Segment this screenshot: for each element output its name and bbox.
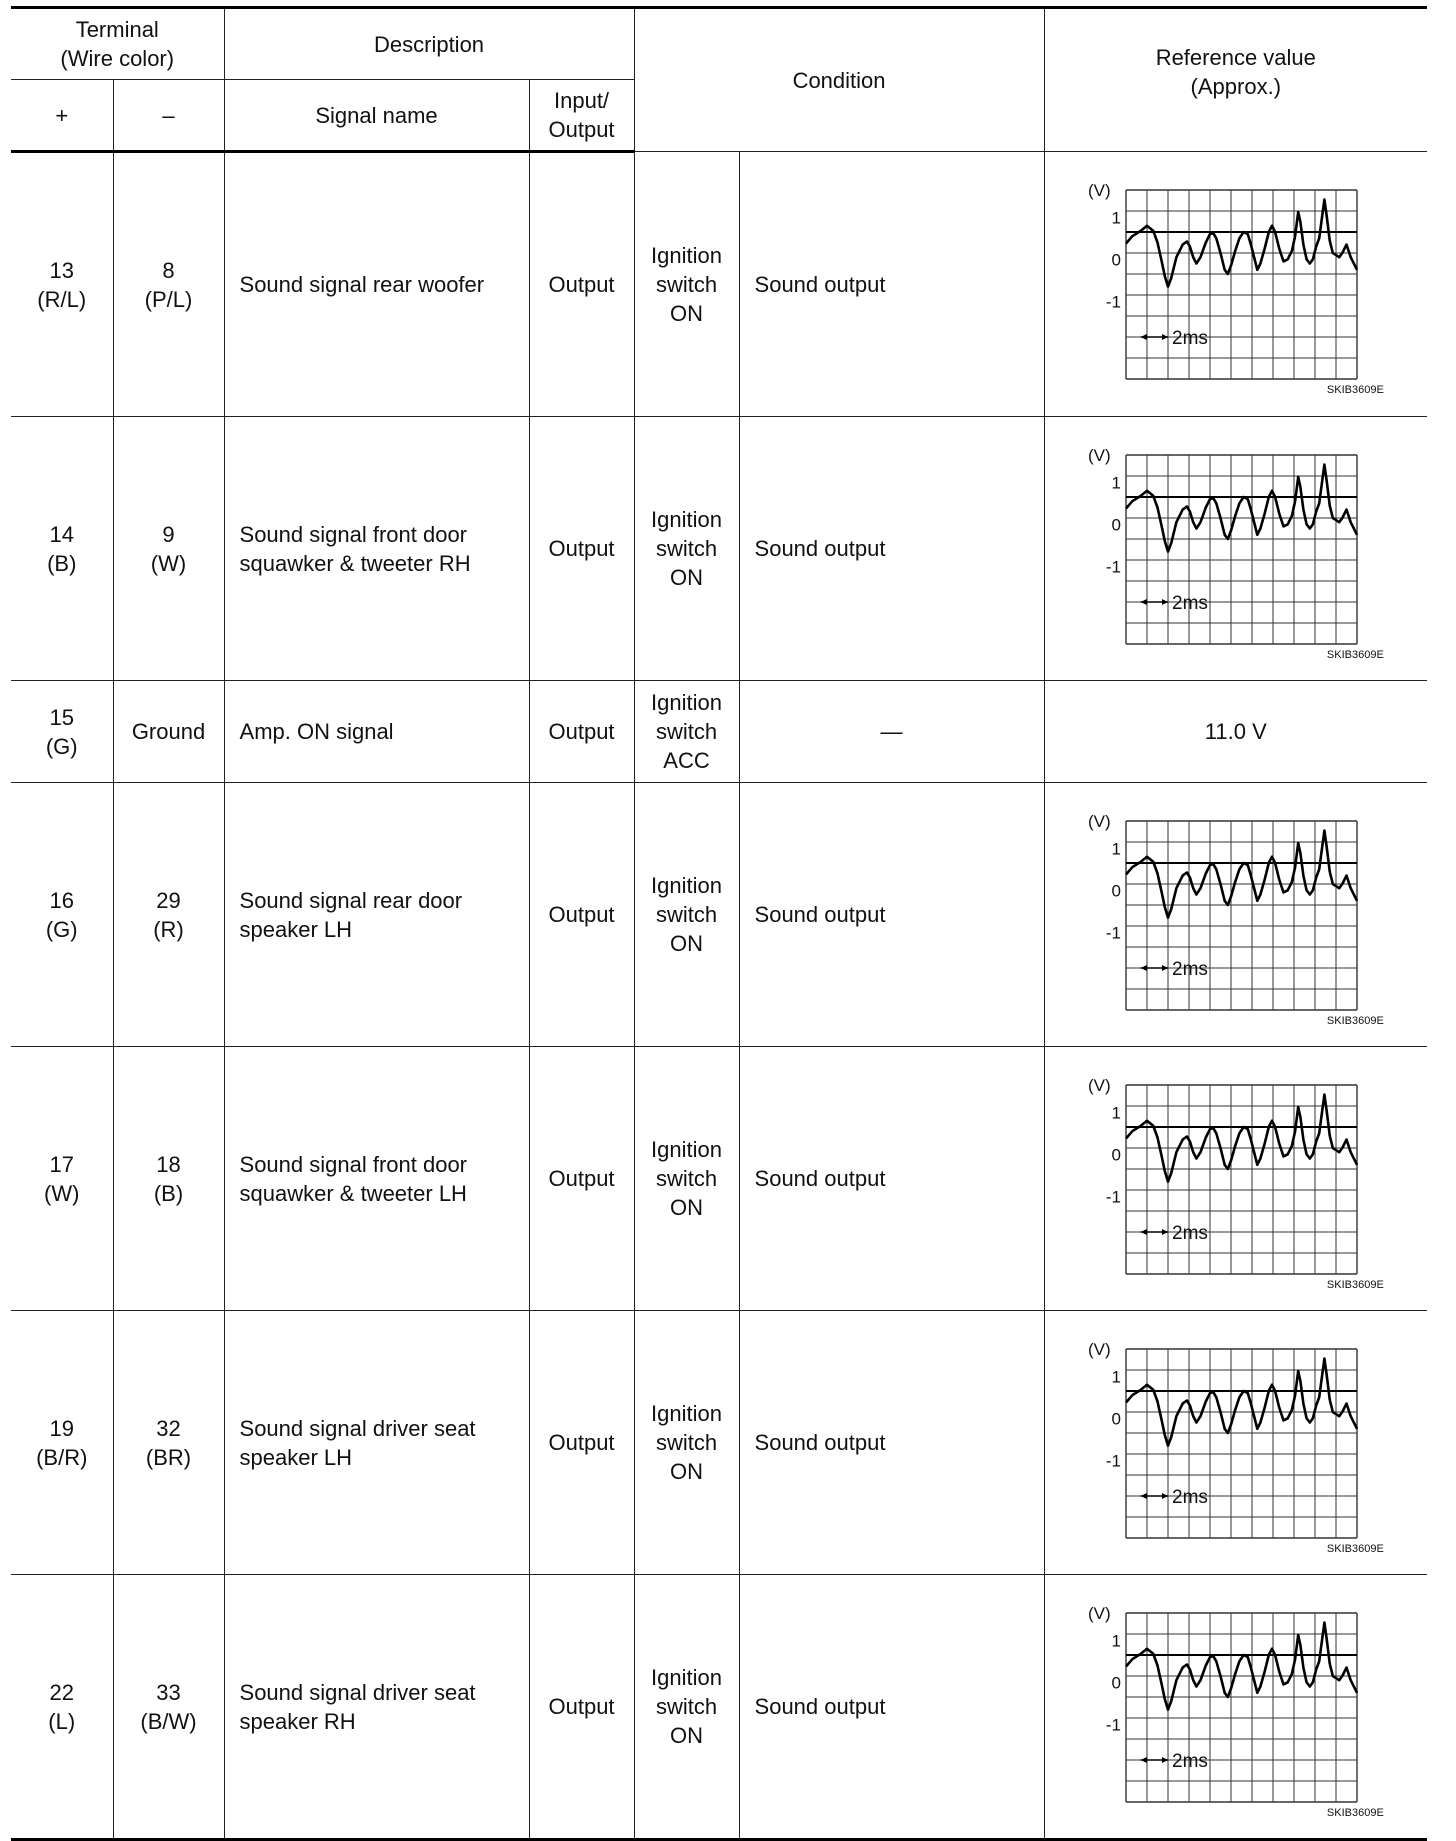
signal-name-cell [224, 1047, 529, 1311]
plus-terminal-cell [11, 152, 113, 417]
y-tick-label: 0 [1111, 250, 1121, 270]
ignition-switch-line-1: Ignition [651, 1401, 722, 1426]
time-scale-arrow-right [1162, 1757, 1168, 1763]
minus-terminal-line-2: (B) [153, 1180, 184, 1206]
signal-name-line-1: Sound signal driver seat [239, 1679, 476, 1705]
reference-value-header [1044, 8, 1427, 152]
reference-value-cell: 11.0 V [1044, 681, 1427, 783]
waveform-figure [1086, 174, 1386, 394]
ignition-switch-cell [634, 681, 739, 783]
figure-code-label: SKIB3609E [1326, 1542, 1384, 1555]
terminal-header-line-2: (Wire color) [60, 46, 175, 71]
reference-header-line-2: (Approx.) [1190, 74, 1282, 99]
minus-terminal-cell [113, 1047, 224, 1311]
ignition-switch-line-2: switch [655, 1430, 718, 1455]
ignition-switch-line-1: Ignition [651, 873, 722, 898]
waveform-chart [1086, 1597, 1386, 1817]
ignition-switch-line-2: switch [655, 902, 718, 927]
ignition-switch-line-3: ACC [663, 748, 710, 773]
condition-cell: Sound output [739, 1575, 1044, 1840]
input-output-cell: Output [529, 417, 634, 681]
input-output-header-line-2: Output [548, 117, 615, 142]
time-scale-arrow-left [1140, 1229, 1146, 1235]
time-scale-label: 2ms [1171, 1750, 1208, 1772]
minus-terminal-line-1: 8 [162, 257, 175, 283]
terminal-header-line-1: Terminal [75, 17, 159, 42]
condition-cell: Sound output [739, 152, 1044, 417]
time-scale-arrow-right [1162, 599, 1168, 605]
ignition-switch-line-3: ON [670, 300, 704, 326]
y-tick-label: 0 [1111, 1408, 1121, 1428]
plus-terminal-line-1: 14 [49, 521, 74, 547]
time-scale-arrow-right [1162, 965, 1168, 971]
minus-terminal-header: – [113, 80, 224, 152]
unit-label: (V) [1087, 1075, 1111, 1095]
y-tick-label: -1 [1105, 1186, 1121, 1206]
ignition-switch-line-1: Ignition [651, 507, 722, 532]
condition-cell: Sound output [739, 417, 1044, 681]
signal-name-cell [224, 681, 529, 783]
condition-cell: — [739, 681, 1044, 783]
figure-code-label: SKIB3609E [1326, 1806, 1384, 1819]
ignition-switch-line-2: switch [655, 271, 718, 297]
terminal-header [11, 8, 224, 80]
table-row [11, 1311, 1427, 1575]
signal-name-line-1: Sound signal front door [239, 521, 468, 547]
reference-value-cell [1044, 1047, 1427, 1311]
plus-terminal-cell [11, 681, 113, 783]
input-output-cell: Output [529, 1575, 634, 1840]
plus-terminal-line-1: 22 [49, 1679, 74, 1705]
ignition-switch-cell [634, 417, 739, 681]
time-scale-label: 2ms [1171, 592, 1208, 614]
ignition-switch-cell [634, 1575, 739, 1840]
signal-name-line-2: speaker RH [239, 1708, 356, 1734]
minus-terminal-line-1: 18 [156, 1151, 181, 1177]
table-row [11, 1047, 1427, 1311]
y-tick-label: -1 [1105, 556, 1121, 576]
plus-terminal-line-2: (G) [45, 916, 78, 942]
time-scale-arrow-left [1140, 599, 1146, 605]
y-tick-label: 0 [1111, 880, 1121, 900]
header-row-1 [11, 8, 1427, 80]
signal-name-line-1: Sound signal rear door [239, 887, 463, 913]
unit-label: (V) [1087, 1339, 1111, 1359]
signal-name-cell [224, 1311, 529, 1575]
unit-label: (V) [1087, 181, 1111, 200]
ignition-switch-line-1: Ignition [651, 1137, 722, 1162]
plus-terminal-line-2: (L) [48, 1708, 76, 1734]
condition-cell: Sound output [739, 783, 1044, 1047]
minus-terminal-line-1: 33 [156, 1679, 181, 1705]
input-output-cell: Output [529, 152, 634, 417]
plus-terminal-line-1: 16 [49, 887, 74, 913]
plus-terminal-line-1: 19 [49, 1415, 74, 1441]
y-tick-label: 1 [1111, 1630, 1121, 1650]
table-row [11, 783, 1427, 1047]
input-output-cell: Output [529, 1311, 634, 1575]
plus-terminal-cell [11, 1311, 113, 1575]
minus-terminal-cell [113, 681, 224, 783]
ignition-switch-line-1: Ignition [651, 690, 722, 715]
ignition-switch-line-2: switch [655, 1166, 718, 1191]
waveform-chart [1086, 439, 1386, 659]
y-tick-label: 0 [1111, 1144, 1121, 1164]
time-scale-arrow-left [1140, 965, 1146, 971]
signal-name-cell [224, 152, 529, 417]
minus-terminal-line-1: 29 [156, 887, 181, 913]
signal-name-cell [224, 417, 529, 681]
terminal-reference-table [11, 6, 1427, 1841]
input-output-header-line-1: Input/ [554, 88, 610, 113]
unit-label: (V) [1087, 1603, 1111, 1623]
plus-terminal-line-1: 13 [49, 257, 74, 283]
signal-name-header: Signal name [224, 80, 529, 152]
y-tick-label: 0 [1111, 514, 1121, 534]
input-output-cell: Output [529, 681, 634, 783]
condition-header: Condition [634, 8, 1044, 152]
signal-name-cell [224, 1575, 529, 1840]
time-scale-label: 2ms [1171, 958, 1208, 980]
input-output-cell: Output [529, 783, 634, 1047]
ignition-switch-cell [634, 783, 739, 1047]
ignition-switch-cell [634, 1311, 739, 1575]
plus-terminal-cell [11, 1047, 113, 1311]
plus-terminal-line-2: (G) [45, 733, 78, 759]
minus-terminal-line-2: (R) [153, 916, 184, 942]
plus-terminal-line-1: 15 [49, 704, 74, 730]
ignition-switch-line-3: ON [670, 1723, 704, 1748]
y-tick-label: 1 [1111, 208, 1121, 228]
signal-name-cell [224, 783, 529, 1047]
waveform-chart [1086, 1069, 1386, 1289]
plus-terminal-line-2: (W) [44, 1180, 80, 1206]
plus-terminal-cell [11, 417, 113, 681]
y-tick-label: -1 [1105, 1714, 1121, 1734]
waveform-figure [1086, 805, 1386, 1025]
ignition-switch-line-3: ON [670, 565, 704, 590]
waveform-figure [1086, 1597, 1386, 1817]
plus-terminal-line-2: (B) [47, 550, 77, 576]
reference-value-cell [1044, 152, 1427, 417]
signal-name-line-1: Sound signal driver seat [239, 1415, 476, 1441]
signal-name-line-2: squawker & tweeter LH [239, 1180, 467, 1206]
table-row [11, 417, 1427, 681]
reference-header-line-1: Reference value [1155, 45, 1316, 70]
ignition-switch-cell [634, 1047, 739, 1311]
y-tick-label: 1 [1111, 1102, 1121, 1122]
reference-value-cell [1044, 417, 1427, 681]
reference-value-cell [1044, 1575, 1427, 1840]
y-tick-label: 0 [1111, 1672, 1121, 1692]
time-scale-arrow-right [1162, 1229, 1168, 1235]
figure-code-label: SKIB3609E [1326, 384, 1384, 396]
ignition-switch-line-2: switch [655, 536, 718, 561]
ignition-switch-line-1: Ignition [651, 1665, 722, 1690]
minus-terminal-line-1: Ground [131, 719, 206, 744]
y-tick-label: -1 [1105, 1450, 1121, 1470]
minus-terminal-cell [113, 783, 224, 1047]
time-scale-label: 2ms [1171, 328, 1208, 349]
plus-terminal-line-1: 17 [49, 1151, 74, 1177]
y-tick-label: -1 [1105, 922, 1121, 942]
condition-cell: Sound output [739, 1047, 1044, 1311]
minus-terminal-cell [113, 1311, 224, 1575]
minus-terminal-cell [113, 1575, 224, 1840]
condition-cell: Sound output [739, 1311, 1044, 1575]
signal-name-line-2: squawker & tweeter RH [239, 550, 471, 576]
table-row [11, 152, 1427, 417]
waveform-figure [1086, 1333, 1386, 1553]
y-tick-label: -1 [1105, 292, 1121, 312]
time-scale-arrow-left [1140, 334, 1146, 340]
unit-label: (V) [1087, 811, 1111, 831]
minus-terminal-line-1: 9 [162, 521, 175, 547]
ignition-switch-line-3: ON [670, 1459, 704, 1484]
reference-value-cell [1044, 1311, 1427, 1575]
minus-terminal-line-2: (W) [150, 550, 187, 576]
minus-terminal-line-2: (P/L) [144, 286, 193, 312]
signal-name-line-1: Amp. ON signal [239, 719, 394, 744]
unit-label: (V) [1087, 445, 1111, 465]
waveform-chart [1086, 1333, 1386, 1553]
table-row [11, 681, 1427, 783]
figure-code-label: SKIB3609E [1326, 1278, 1384, 1291]
y-tick-label: 1 [1111, 1366, 1121, 1386]
y-tick-label: 1 [1111, 838, 1121, 858]
waveform-chart [1086, 805, 1386, 1025]
ignition-switch-line-2: switch [655, 719, 718, 744]
minus-terminal-line-1: 32 [156, 1415, 181, 1441]
signal-name-line-2: speaker LH [239, 916, 353, 942]
plus-terminal-cell [11, 783, 113, 1047]
ignition-switch-line-3: ON [670, 1195, 704, 1220]
waveform-chart [1086, 174, 1386, 394]
signal-name-line-1: Sound signal rear woofer [239, 272, 485, 297]
ignition-switch-line-1: Ignition [651, 242, 722, 268]
ignition-switch-cell [634, 152, 739, 417]
minus-terminal-line-2: (BR) [145, 1444, 192, 1470]
waveform-figure [1086, 439, 1386, 659]
reference-value-cell [1044, 783, 1427, 1047]
description-header: Description [224, 8, 634, 80]
minus-terminal-cell [113, 152, 224, 417]
time-scale-label: 2ms [1171, 1222, 1208, 1244]
figure-code-label: SKIB3609E [1326, 648, 1384, 661]
table-row [11, 1575, 1427, 1840]
minus-terminal-cell [113, 417, 224, 681]
input-output-header [529, 80, 634, 152]
table-body [11, 152, 1427, 1840]
ignition-switch-line-2: switch [655, 1694, 718, 1719]
figure-code-label: SKIB3609E [1326, 1014, 1384, 1027]
minus-terminal-line-2: (B/W) [140, 1708, 197, 1734]
time-scale-label: 2ms [1171, 1486, 1208, 1508]
input-output-cell: Output [529, 1047, 634, 1311]
plus-terminal-line-2: (B/R) [36, 1444, 88, 1470]
time-scale-arrow-left [1140, 1757, 1146, 1763]
signal-name-line-2: speaker LH [239, 1444, 353, 1470]
signal-name-line-1: Sound signal front door [239, 1151, 468, 1177]
ignition-switch-line-3: ON [670, 931, 704, 956]
plus-terminal-header: + [11, 80, 113, 152]
time-scale-arrow-right [1162, 334, 1168, 340]
time-scale-arrow-left [1140, 1493, 1146, 1499]
plus-terminal-cell [11, 1575, 113, 1840]
time-scale-arrow-right [1162, 1493, 1168, 1499]
y-tick-label: 1 [1111, 472, 1121, 492]
waveform-figure [1086, 1069, 1386, 1289]
plus-terminal-line-2: (R/L) [37, 286, 87, 312]
